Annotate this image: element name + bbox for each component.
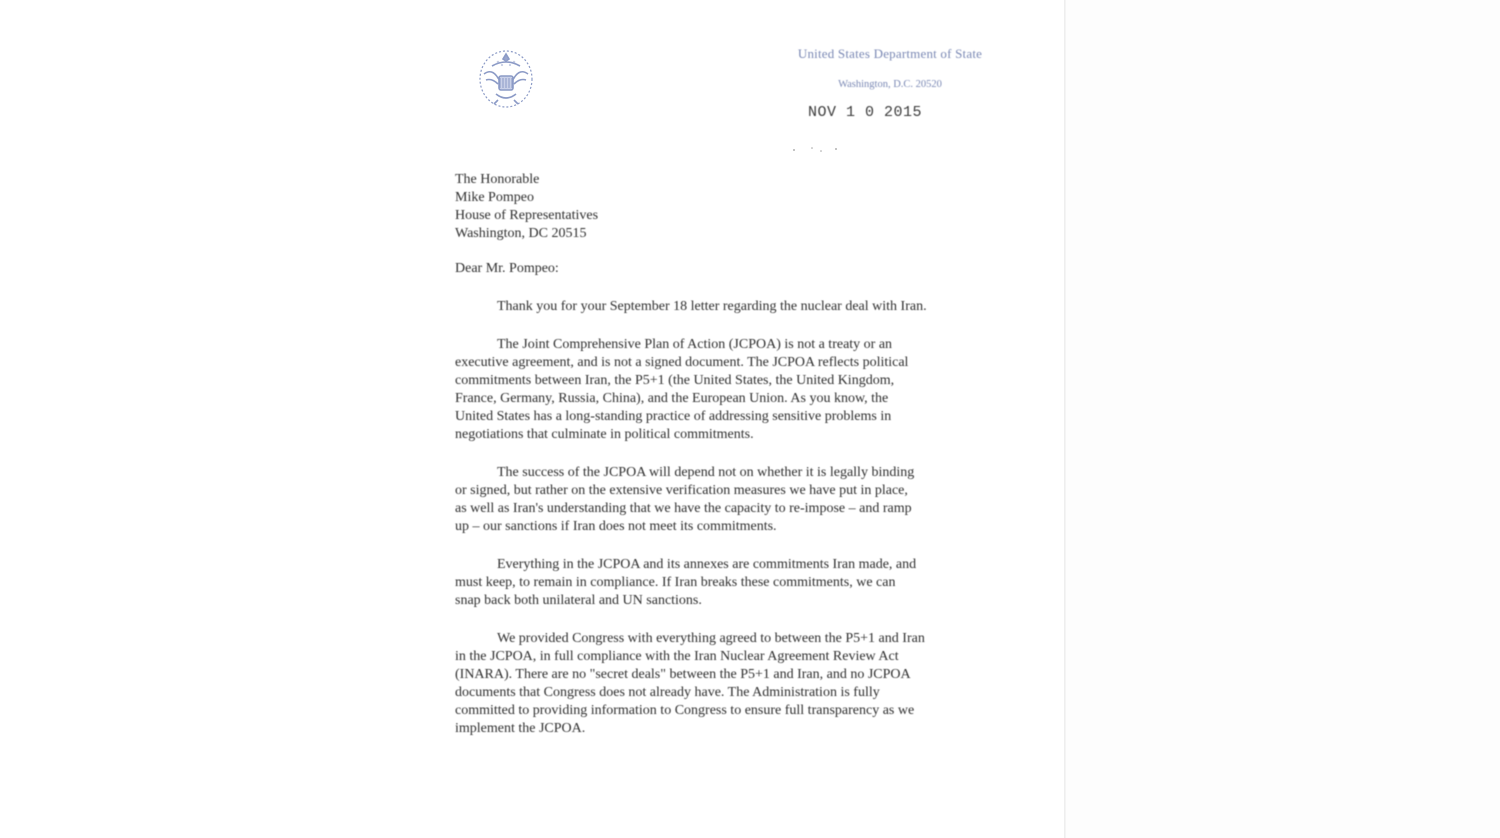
recipient-line: The Honorable xyxy=(455,172,540,187)
letter-paragraph xyxy=(455,630,1015,738)
page-background-margin xyxy=(1066,0,1500,838)
scan-specks xyxy=(790,145,850,155)
paragraph-line: Thank you for your September 18 letter regarding the nuclear deal with Iran. xyxy=(497,299,927,314)
paragraph-line: must keep, to remain in compliance. If Iran breaks these commitments, we can xyxy=(455,575,896,590)
paragraph-line: up – our sanctions if Iran does not meet its commitments. xyxy=(455,519,777,534)
recipient-line: House of Representatives xyxy=(455,208,599,223)
paragraph-line: snap back both unilateral and UN sanctions. xyxy=(455,593,702,608)
paragraph-line: The success of the JCPOA will depend not on whether it is legally binding xyxy=(497,465,915,480)
state-department-seal-icon xyxy=(472,44,540,112)
paragraph-line: commitments between Iran, the P5+1 (the United States, the United Kingdom, xyxy=(455,373,895,388)
letterhead-department: United States Department of State xyxy=(797,46,983,61)
paragraph-line: We provided Congress with everything agreed to between the P5+1 and Iran xyxy=(497,631,925,646)
paragraph-line: as well as Iran's understanding that we have the capacity to re-impose – and ramp xyxy=(455,501,912,516)
letter-paragraphs xyxy=(455,298,1015,738)
paragraph-line: executive agreement, and is not a signed document. The JCPOA reflects political xyxy=(455,355,909,370)
paragraph-line: in the JCPOA, in full compliance with the Iran Nuclear Agreement Review Act xyxy=(455,649,899,664)
paragraph-line: France, Germany, Russia, China), and the European Union. As you know, the xyxy=(455,391,889,406)
paragraph-line: (INARA). There are no "secret deals" between the P5+1 and Iran, and no JCPOA xyxy=(455,667,911,682)
letterhead-city: Washington, D.C. 20520 xyxy=(838,79,942,90)
letter-paragraph xyxy=(455,298,1015,316)
date-stamp: NOV 1 0 2015 xyxy=(808,104,923,121)
recipient-line: Washington, DC 20515 xyxy=(455,226,587,241)
paragraph-line: documents that Congress does not already have. The Administration is fully xyxy=(455,685,880,700)
letter-paragraph xyxy=(455,556,1015,610)
paragraph-line: or signed, but rather on the extensive verification measures we have put in place, xyxy=(455,483,908,498)
letterhead xyxy=(740,46,1040,90)
page-edge-divider xyxy=(1064,0,1066,838)
letter-body xyxy=(455,171,1015,738)
recipient-line: Mike Pompeo xyxy=(455,190,534,205)
paragraph-line: negotiations that culminate in political commitments. xyxy=(455,427,754,442)
paragraph-line: committed to providing information to Congress to ensure full transparency as we xyxy=(455,703,915,718)
salutation: Dear Mr. Pompeo: xyxy=(455,261,559,276)
paragraph-line: United States has a long-standing practice of addressing sensitive problems in xyxy=(455,409,892,424)
letter-paragraph xyxy=(455,464,1015,536)
paragraph-line: The Joint Comprehensive Plan of Action (JCPOA) is not a treaty or an xyxy=(497,337,893,352)
recipient-address xyxy=(455,171,1015,243)
paragraph-line: Everything in the JCPOA and its annexes are commitments Iran made, and xyxy=(497,557,917,572)
paragraph-line: implement the JCPOA. xyxy=(455,721,586,736)
letter-paragraph xyxy=(455,336,1015,444)
